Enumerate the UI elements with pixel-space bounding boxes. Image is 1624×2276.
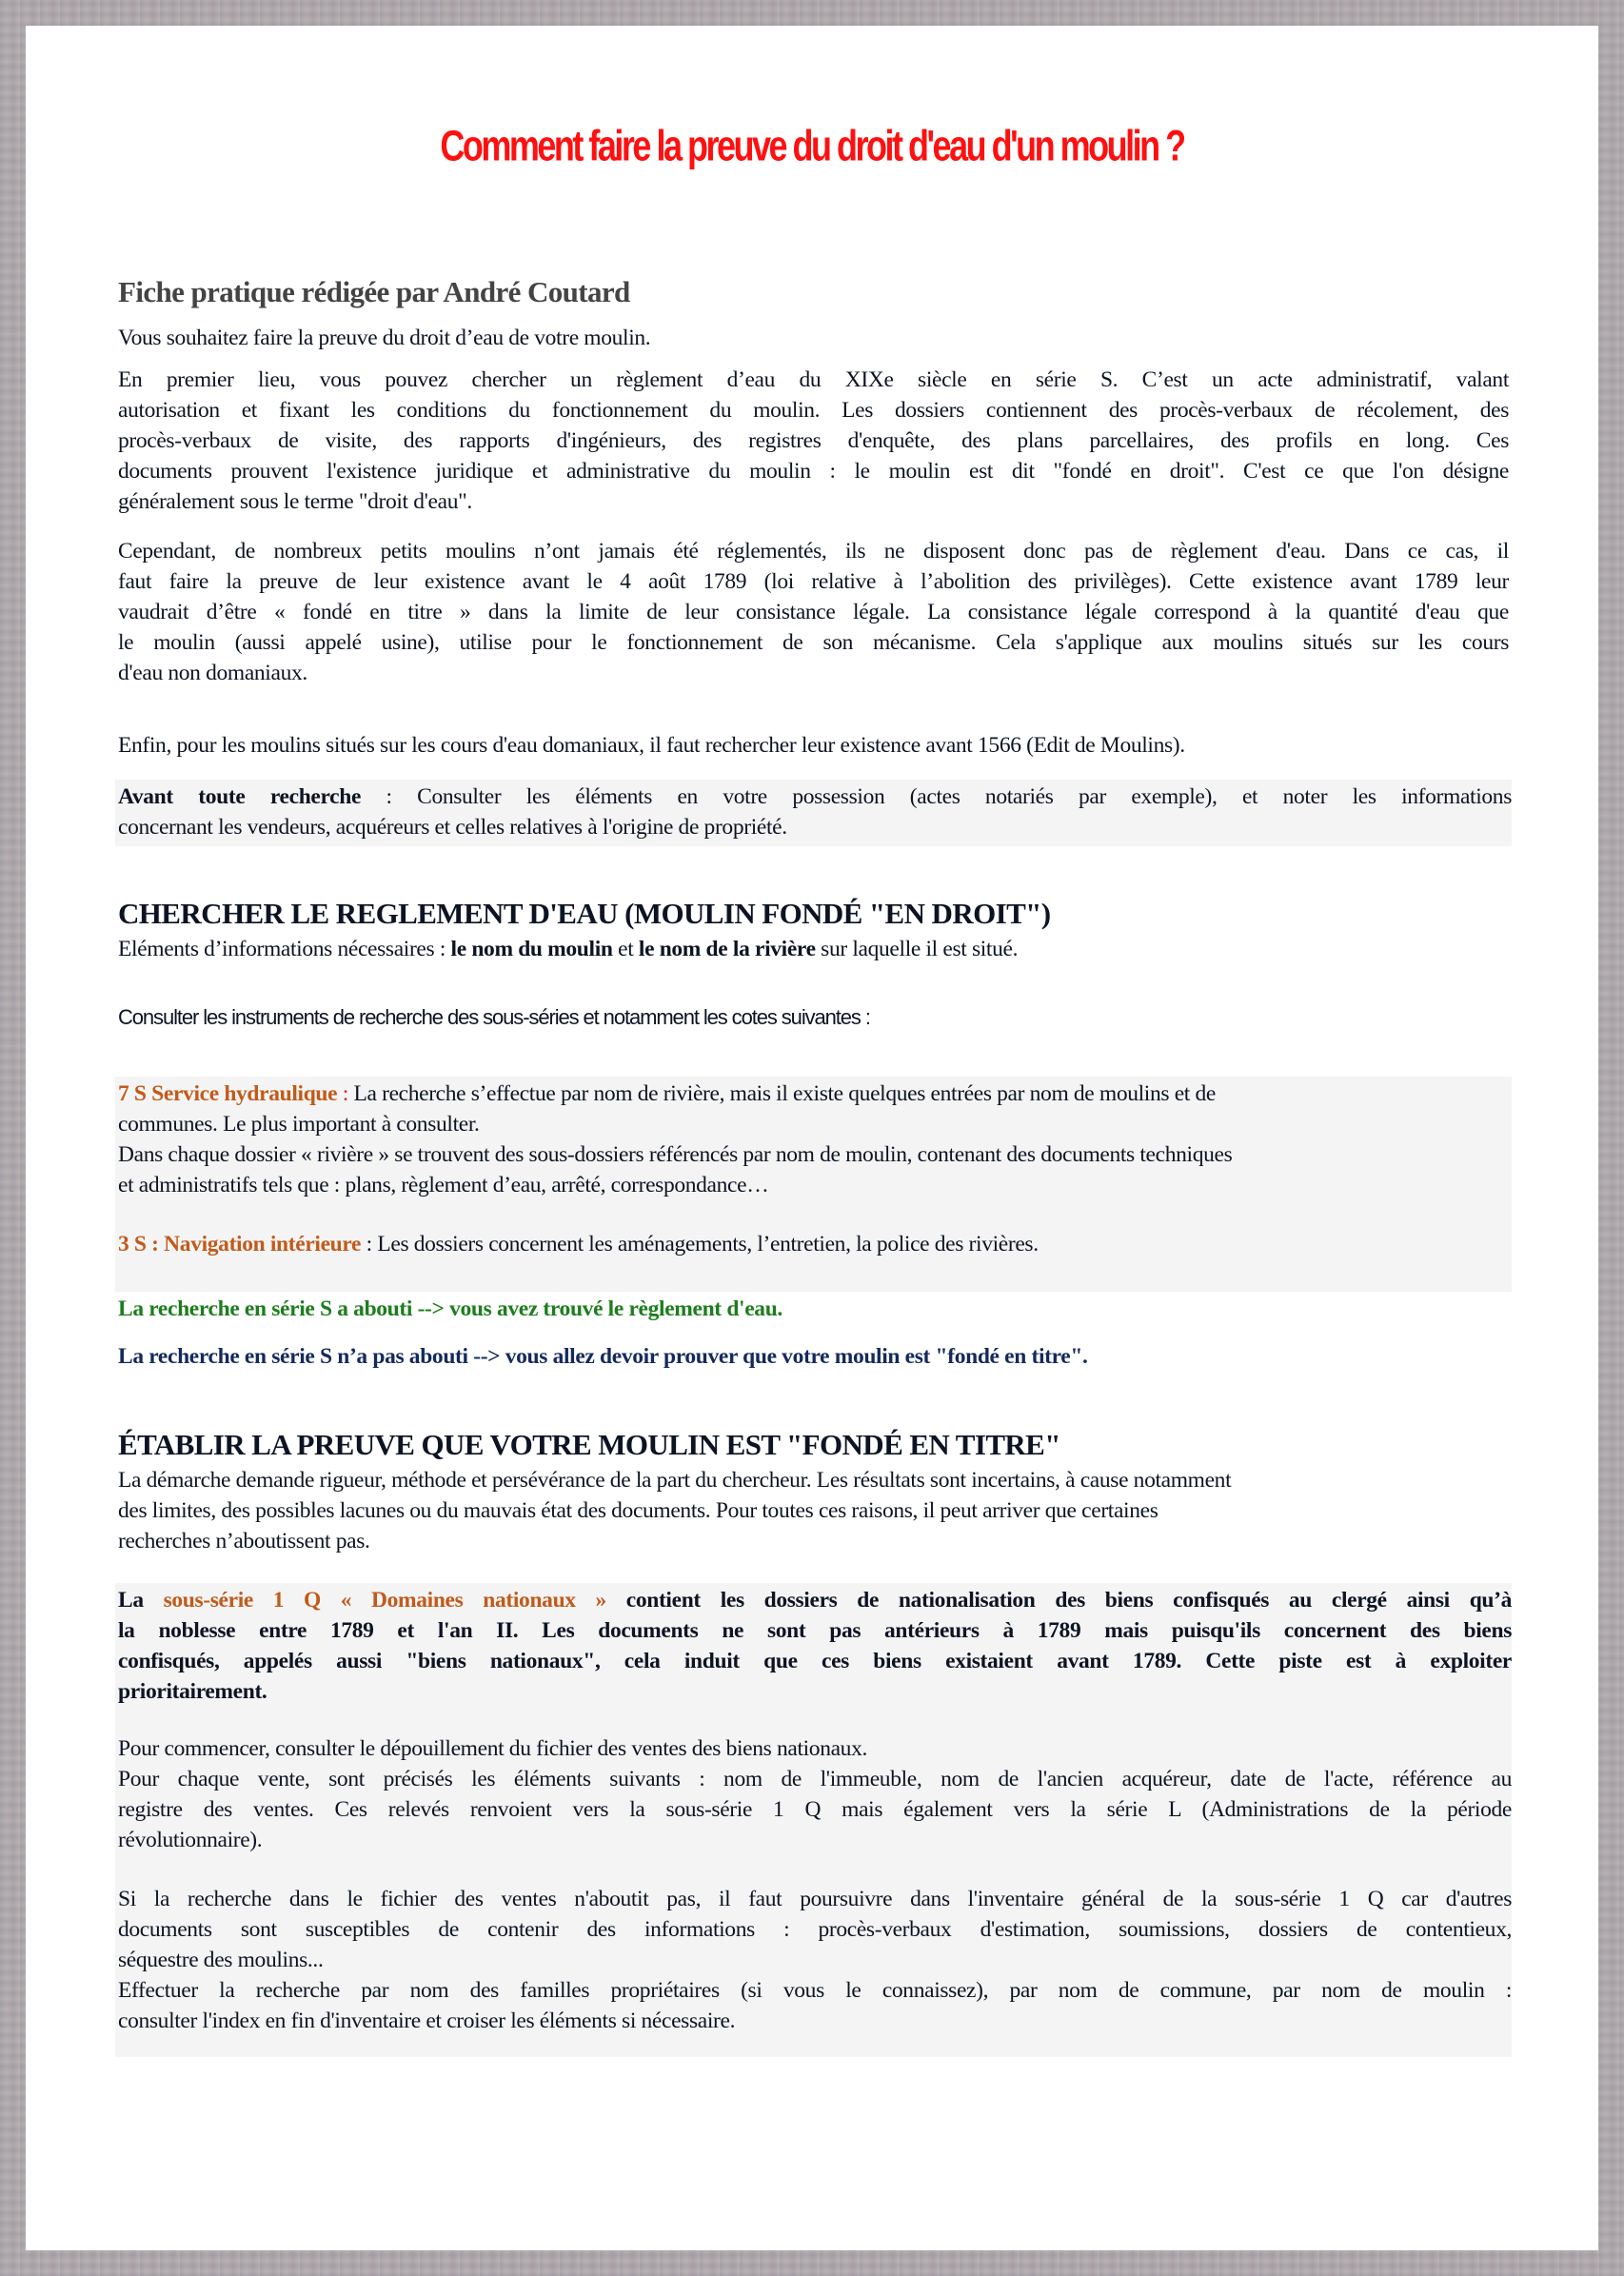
- avant-recherche-box: [115, 780, 1512, 846]
- text-line: recherches n’aboutissent pas.: [118, 1529, 370, 1554]
- series-s-box: [115, 1077, 1512, 1292]
- elements-suffix: sur laquelle il est situé.: [815, 937, 1019, 961]
- intro-paragraph-1: [118, 323, 1509, 353]
- cote-7s-label: 7 S Service hydraulique: [118, 1081, 338, 1106]
- intro-paragraph-2: [118, 365, 1509, 517]
- text-line: [118, 1079, 1512, 1109]
- text-line: concernant les vendeurs, acquéreurs et celles relatives à l'origine de propriété.: [118, 815, 787, 840]
- text-line: La recherche en série S n’a pas abouti --> vous allez devoir prouver que votre moulin est "fondé en titre".: [118, 1344, 1088, 1369]
- text-line: d'eau non domaniaux.: [118, 661, 307, 685]
- document-page: [26, 26, 1598, 2250]
- text-line: La recherche en série S a abouti --> vous avez trouvé le règlement d'eau.: [118, 1296, 782, 1321]
- text-line: prioritairement.: [118, 1679, 267, 1704]
- page-title: Comment faire la preuve du droit d'eau d'un moulin ?: [440, 121, 1184, 170]
- cote-7s-colon: :: [337, 1081, 348, 1106]
- spacer: [118, 1855, 1512, 1884]
- section2-intro: [118, 1465, 1509, 1556]
- text-line: Enfin, pour les moulins situés sur les cours d'eau domaniaux, il faut rechercher leur existence avant 1566 (Edit de Moulins).: [118, 733, 1185, 758]
- domaines-nationaux-box: [115, 1583, 1512, 1712]
- text-line: Cependant, de nombreux petits moulins n’ont jamais été réglementés, ils ne disposent donc pas de règlement d'eau. Dans ce cas, il: [118, 539, 1509, 564]
- text-line: documents sont susceptibles de contenir des informations : procès-verbaux d'estimation, soumissions, dossiers de contentieux,: [118, 1917, 1512, 1942]
- text-line: Si la recherche dans le fichier des ventes n'aboutit pas, il faut poursuivre dans l'inventaire général de la sous-série 1 Q car d'autres: [118, 1887, 1512, 1911]
- text-line: [118, 1229, 1512, 1259]
- text-line: Vous souhaitez faire la preuve du droit d’eau de votre moulin.: [118, 326, 651, 350]
- text-line: En premier lieu, vous pouvez chercher un règlement d’eau du XIXe siècle en série S. C’est un acte administratif, valant: [118, 367, 1509, 392]
- section-heading-fonde-en-titre: ÉTABLIR LA PREUVE QUE VOTRE MOULIN EST "FONDÉ EN TITRE": [118, 1428, 1060, 1461]
- text-line: communes. Le plus important à consulter.: [118, 1112, 480, 1137]
- q-text: contient les dossiers de nationalisation des biens confisqués au clergé ainsi qu’à: [605, 1588, 1513, 1613]
- text-line: Pour commencer, consulter le dépouillement du fichier des ventes des biens nationaux.: [118, 1736, 868, 1761]
- text-line: des limites, des possibles lacunes ou du mauvais état des documents. Pour toutes ces raisons, il peut arriver que certaines: [118, 1498, 1159, 1523]
- text-line: [118, 934, 1509, 964]
- elements-mid: et: [612, 937, 639, 961]
- text-line: vaudrait d’être « fondé en titre » dans la limite de leur consistance légale. La consistance légale correspond à la quantité d'eau que: [118, 600, 1509, 624]
- text-line: Effectuer la recherche par nom des familles propriétaires (si vous le connaissez), par nom de commune, par nom de moulin :: [118, 1978, 1512, 2003]
- text-line: confisqués, appelés aussi "biens nationaux", cela induit que ces biens existaient avant 1789. Cette piste est à exploiter: [118, 1649, 1512, 1673]
- text-line: séquestre des moulins...: [118, 1948, 324, 1972]
- elements-line: [118, 934, 1509, 964]
- sous-serie-1q-label: sous-série 1 Q « Domaines nationaux »: [163, 1588, 606, 1613]
- intro-paragraph-3: [118, 536, 1509, 688]
- failure-line: [118, 1341, 1509, 1372]
- q-la: La: [118, 1588, 164, 1613]
- text-line: [118, 1585, 1512, 1615]
- cote-3s-text: : Les dossiers concernent les aménagements, l’entretien, la police des rivières.: [361, 1232, 1039, 1257]
- cote-3s-label: 3 S : Navigation intérieure: [118, 1232, 362, 1257]
- ventes-inventaire-box: [115, 1712, 1512, 2057]
- text-line: La démarche demande rigueur, méthode et persévérance de la part du chercheur. Les résultats sont incertains, à cause notamment: [118, 1468, 1232, 1493]
- text-line: documents prouvent l'existence juridique et administrative du moulin : le moulin est dit "fondé en droit". C'est ce que l'on désigne: [118, 459, 1509, 484]
- text-line: faut faire la preuve de leur existence avant le 4 août 1789 (loi relative à l’abolition des privilèges). Cette existence avant 1789 leur: [118, 569, 1509, 594]
- success-line: [118, 1294, 1509, 1324]
- elements-bold-riviere: le nom de la rivière: [638, 937, 816, 961]
- section-heading-reglement: CHERCHER LE REGLEMENT D'EAU (MOULIN FONDÉ "EN DROIT"): [118, 897, 1051, 930]
- cote-7s-text: La recherche s’effectue par nom de rivière, mais il existe quelques entrées par nom de moulins et de: [347, 1081, 1216, 1106]
- text-line: procès-verbaux de visite, des rapports d'ingénieurs, des registres d'enquête, des plans parcellaires, des profils en long. Ces: [118, 428, 1509, 453]
- text-line: le moulin (aussi appelé usine), utilise pour le fonctionnement de son mécanisme. Cela s'applique aux moulins situés sur les cours: [118, 630, 1509, 655]
- text-line: registre des ventes. Ces relevés renvoient vers la sous-série 1 Q mais également vers la série L (Administrations de la période: [118, 1797, 1512, 1822]
- text-line: et administratifs tels que : plans, règlement d’eau, arrêté, correspondance…: [118, 1173, 769, 1197]
- text-line: généralement sous le terme "droit d'eau".: [118, 489, 472, 514]
- text-line: Pour chaque vente, sont précisés les éléments suivants : nom de l'immeuble, nom de l'ancien acquéreur, date de l'acte, référence au: [118, 1767, 1512, 1791]
- avant-label: Avant toute recherche: [118, 784, 362, 809]
- elements-bold-moulin: le nom du moulin: [450, 937, 613, 961]
- text-line: consulter l'index en fin d'inventaire et croiser les éléments si nécessaire.: [118, 2009, 736, 2033]
- text-line: autorisation et fixant les conditions du fonctionnement du moulin. Les dossiers contiennent des procès-verbaux de récolement, des: [118, 398, 1509, 423]
- text-line: Consulter les instruments de recherche des sous-séries et notamment les cotes suivantes :: [118, 1005, 870, 1029]
- avant-text: : Consulter les éléments en votre possession (actes notariés par exemple), et noter les informations: [361, 784, 1512, 809]
- elements-prefix: Eléments d’informations nécessaires :: [118, 937, 451, 961]
- text-line: Dans chaque dossier « rivière » se trouvent des sous-dossiers référencés par nom de moulin, contenant des documents techniques: [118, 1142, 1233, 1167]
- text-line: révolutionnaire).: [118, 1828, 263, 1852]
- intro-paragraph-4: [118, 730, 1509, 761]
- text-line: la noblesse entre 1789 et l'an II. Les documents ne sont pas antérieurs à 1789 mais puisqu'ils concernent des biens: [118, 1618, 1512, 1643]
- author-subtitle: Fiche pratique rédigée par André Coutard: [118, 275, 630, 308]
- text-line: [118, 782, 1512, 812]
- consulter-line: [118, 1002, 1509, 1033]
- spacer: [118, 1200, 1512, 1229]
